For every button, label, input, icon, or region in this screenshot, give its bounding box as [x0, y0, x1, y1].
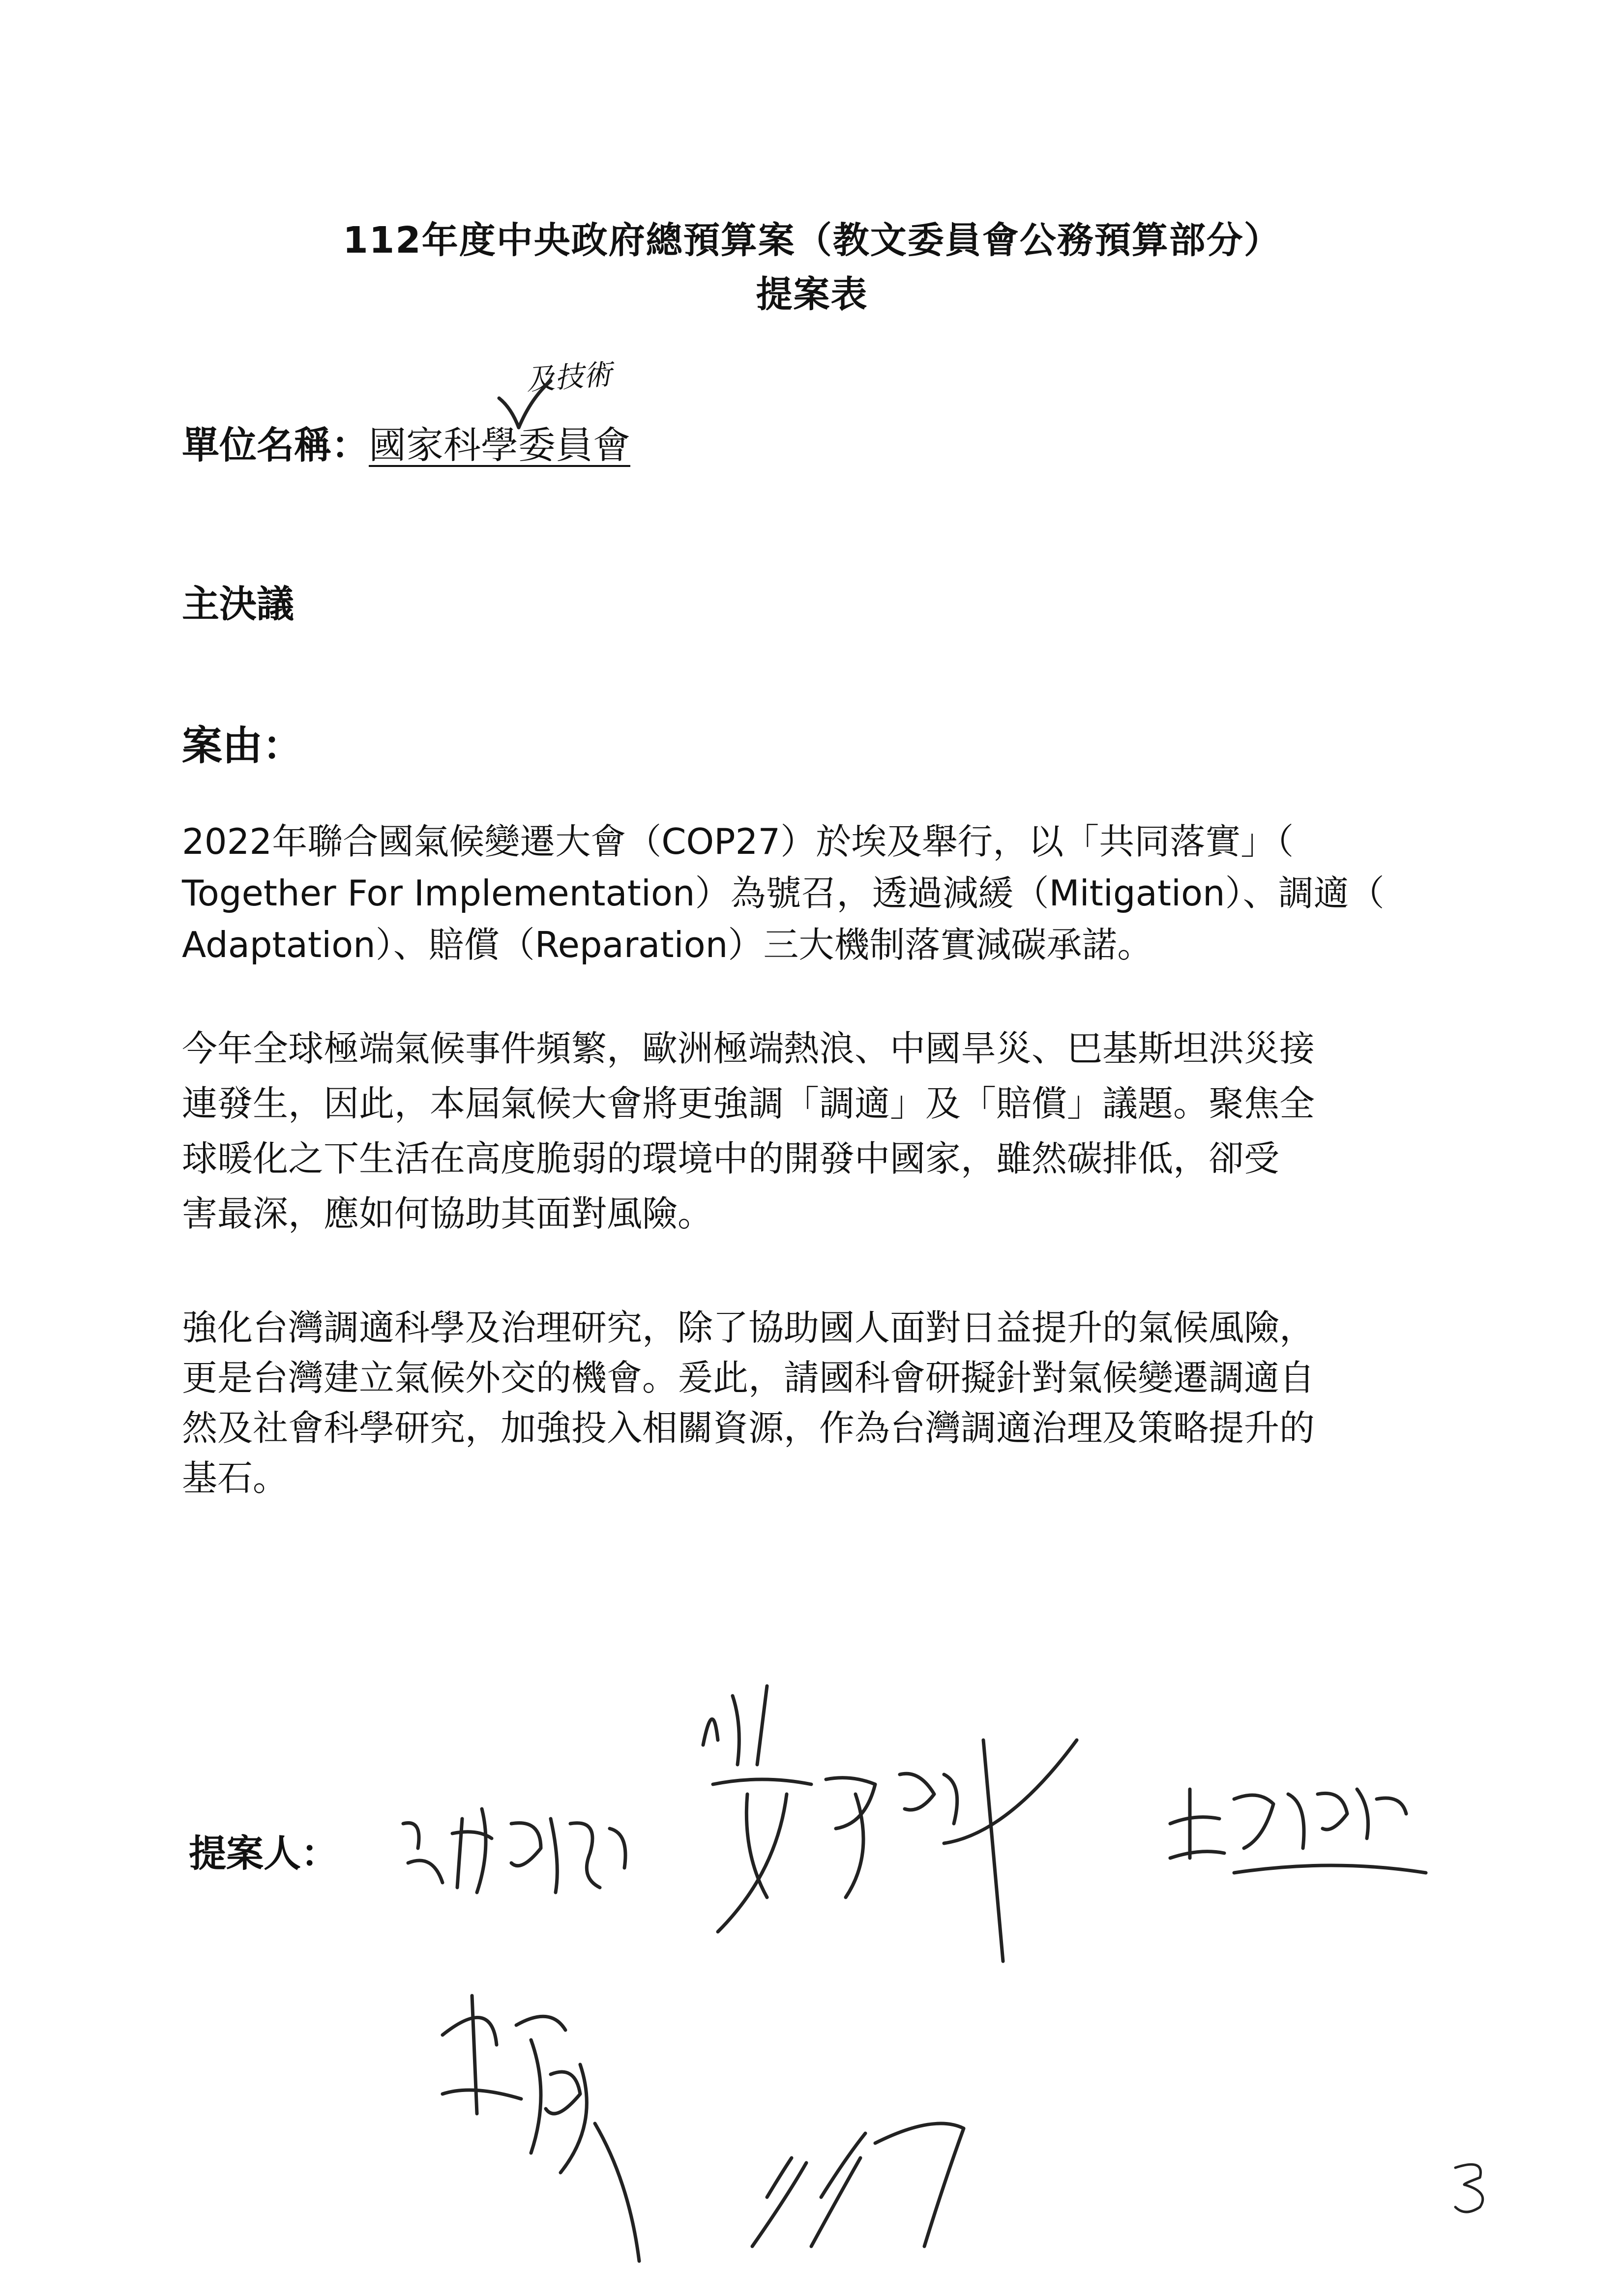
- document-subtitle: 提案表: [756, 273, 868, 316]
- unit-value: 國家科學委員會: [369, 423, 630, 467]
- main-resolution-heading: 主決議: [182, 582, 294, 626]
- signature-4: [433, 1966, 688, 2271]
- paragraph-line: Adaptation）、賠償（Reparation）三大機制落實減碳承諾。: [182, 924, 1153, 965]
- document-title: 112年度中央政府總預算案（教文委員會公務預算部分）: [343, 219, 1281, 262]
- paragraph-cop27: [182, 816, 1441, 971]
- signature-2: [688, 1666, 1082, 2050]
- signature-1: [393, 1789, 649, 1902]
- paragraph-line: 球暖化之下生活在高度脆弱的環境中的開發中國家，雖然碳排低，卻受: [182, 1138, 1280, 1179]
- paragraph-extreme-weather: [182, 1021, 1441, 1241]
- paragraph-line: 更是台灣建立氣候外交的機會。爰此，請國科會研擬針對氣候變遷調適自: [182, 1357, 1315, 1398]
- signature-number: [747, 2099, 1003, 2261]
- unit-name-row: [182, 415, 630, 469]
- paragraph-line: Together For Implementation）為號召，透過減緩（Mitigation）、調適（: [182, 872, 1385, 914]
- paragraph-line: 基石。: [182, 1457, 289, 1499]
- paragraph-line: 今年全球極端氣候事件頻繁，歐洲極端熱浪、中國旱災、巴基斯坦洪災接: [182, 1028, 1315, 1069]
- paragraph-taiwan-adaptation: [182, 1303, 1441, 1503]
- paragraph-line: 害最深，應如何協助其面對風險。: [182, 1193, 713, 1234]
- reason-heading: 案由：: [182, 723, 303, 769]
- unit-label: 單位名稱：: [182, 423, 369, 467]
- paragraph-line: 2022年聯合國氣候變遷大會（COP27）於埃及舉行，以「共同落實」（: [182, 821, 1294, 862]
- paragraph-line: 強化台灣調適科學及治理研究，除了協助國人面對日益提升的氣候風險，: [182, 1307, 1315, 1348]
- handwritten-insert: 及技術: [525, 357, 613, 397]
- signature-3: [1160, 1750, 1436, 1878]
- paragraph-line: 連發生，因此，本屆氣候大會將更強調「調適」及「賠償」議題。聚焦全: [182, 1083, 1315, 1124]
- paragraph-line: 然及社會科學研究，加強投入相關資源，作為台灣調適治理及策略提升的: [182, 1407, 1315, 1449]
- proposer-label: 提案人：: [189, 1831, 338, 1875]
